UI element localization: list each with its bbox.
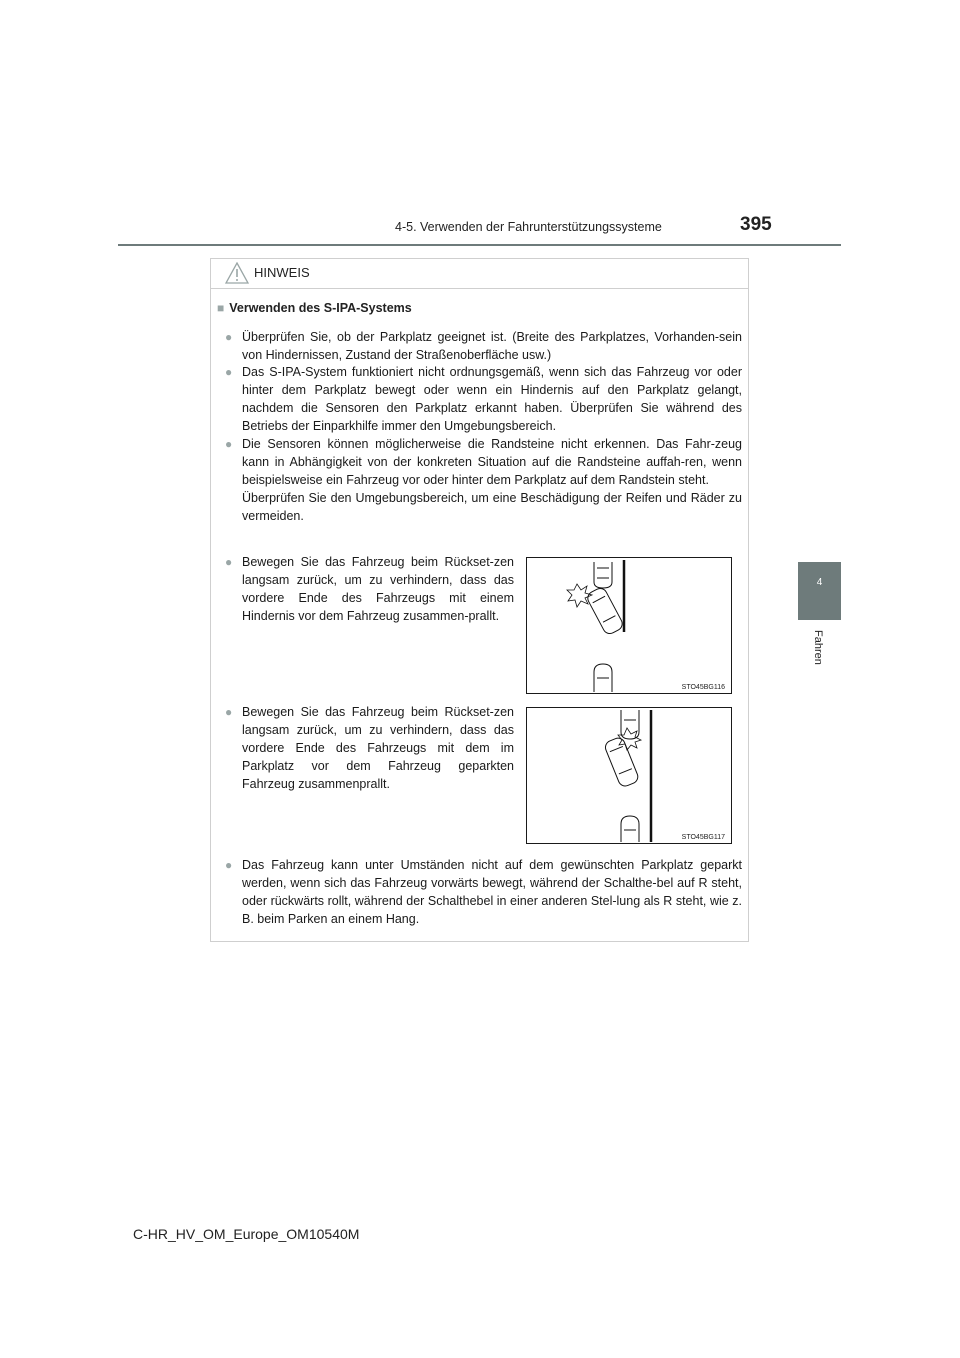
bullet-dot-icon: ● [225,705,233,719]
notice-header [211,259,748,289]
notice-box [210,258,749,942]
parking-diagram-1 [527,558,731,693]
figure-code: STO45BG116 [681,684,725,691]
bullet-item: ● Bewegen Sie das Fahrzeug beim Rückset-zen langsam zurück, um zu verhindern, dass das vordere Ende des Fahrzeugs mit einem Hindernis vor dem Fahrzeug zusammen-prallt. [225,555,514,623]
parking-diagram-2 [527,708,731,843]
header-rule [118,244,841,246]
bullet-dot-icon: ● [225,330,233,344]
chapter-tab: 4 [798,562,841,620]
figure-code: STO45BG117 [681,834,725,841]
warning-triangle-icon [225,262,249,289]
illustration-parked-car [526,707,732,844]
illustration-obstacle [526,557,732,694]
bullet-dot-icon: ● [225,365,233,379]
bullet-item: ● Überprüfen Sie, ob der Parkplatz geeignet ist. (Breite des Parkplatzes, Vorhanden-sein von Hindernissen, Zustand der Straßenoberfläche usw.) [225,330,742,362]
bullet-dot-icon: ● [225,858,233,872]
bullet-item: ● Das S-IPA-System funktioniert nicht ordnungsgemäß, wenn sich das Fahrzeug vor oder hinter dem Parkplatz bewegt oder wenn ein Hindernis auf den Parkplatz gelangt, nachdem die Sensoren den Parkplatz erkannt haben. Überprüfen Sie während des Betriebs der Einparkhilfe immer den Umgebungsbereich. [225,365,742,433]
section-title: ■ Verwenden des S-IPA-Systems [217,301,412,315]
chapter-label: Fahren [812,630,824,665]
page-number: 395 [740,214,772,235]
bullet-item: ● Die Sensoren können möglicherweise die Randsteine nicht erkennen. Das Fahr-zeug kann in Abhängigkeit von der konkreten Situation auf die Randsteine auffah-ren, wenn beispielsweise ein Fahrzeug vor oder hinter dem Parkplatz auf dem Randstein steht. Überprüfen Sie den Umgebungsbereich, um eine Beschädigung der Reifen und Räder zu vermeiden. [225,437,742,523]
bullet-dot-icon: ● [225,437,233,451]
document-id: C-HR_HV_OM_Europe_OM10540M [133,1226,360,1242]
notice-title: HINWEIS [254,265,310,280]
square-bullet-icon: ■ [217,301,225,315]
bullet-item: ● Bewegen Sie das Fahrzeug beim Rückset-zen langsam zurück, um zu verhindern, dass das vordere Ende des Fahrzeugs mit dem im Parkplatz vor dem Fahrzeug geparkten Fahrzeug zusammenprallt. [225,705,514,791]
section-header: 4-5. Verwenden der Fahrunterstützungssysteme [395,220,662,234]
bullet-item: ● Das Fahrzeug kann unter Umständen nicht auf dem gewünschten Parkplatz geparkt werden, wenn sich das Fahrzeug vorwärts bewegt, während der Schalthe-bel auf R steht, oder rückwärts rollt, während der Schalthebel in einer anderen Stel-lung als R steht, wie z. B. beim Parken an einem Hang. [225,858,742,926]
bullet-dot-icon: ● [225,555,233,569]
